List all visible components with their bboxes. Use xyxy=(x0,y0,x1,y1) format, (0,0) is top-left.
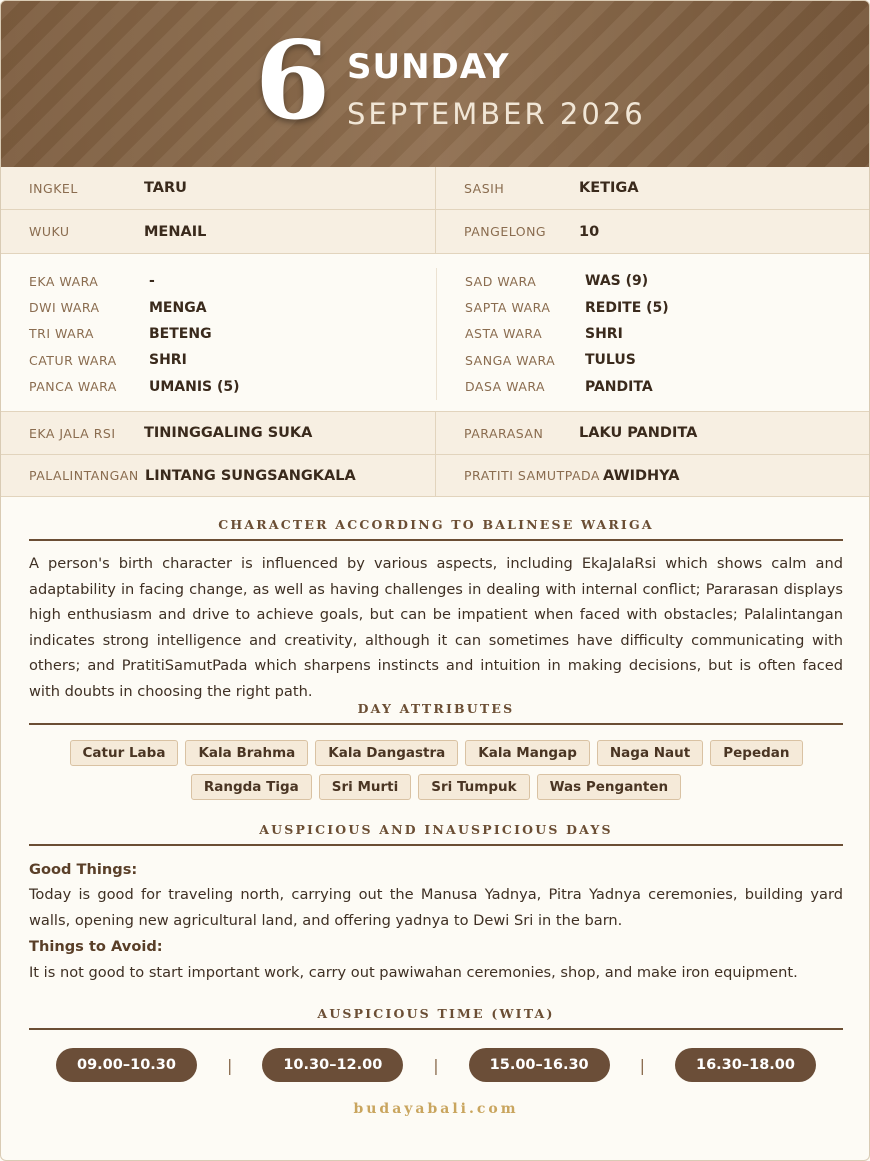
wara-value: SHRI xyxy=(585,325,623,342)
wuku-value: MENAIL xyxy=(144,223,207,240)
ingkel-value: TARU xyxy=(144,180,187,196)
good-heading xyxy=(29,857,843,883)
wara-row xyxy=(437,321,836,347)
wara-row xyxy=(437,374,836,400)
wara-label: ASTA WARA xyxy=(465,326,543,342)
attributes-section-title: DAY ATTRIBUTES xyxy=(29,701,843,725)
palalintangan-label: PALALINTANGAN xyxy=(29,468,139,483)
pararasan-label: PARARASAN xyxy=(464,425,544,441)
wara-label: DASA WARA xyxy=(465,379,546,395)
wuku-label: WUKU xyxy=(29,224,70,239)
eka-jala-rsi-label: EKA JALA RSI xyxy=(29,425,116,441)
time-slots xyxy=(29,1047,843,1083)
wara-row xyxy=(437,294,836,320)
wara-label: DWI WARA xyxy=(29,300,100,316)
wara-row xyxy=(1,374,401,400)
time-section-title: AUSPICIOUS TIME (WITA) xyxy=(29,1006,843,1030)
eka-jala-rsi-cell xyxy=(1,412,436,455)
pangelong-cell xyxy=(436,210,870,254)
wara-row xyxy=(1,321,401,347)
character-section-title: CHARACTER ACCORDING TO BALINESE WARIGA xyxy=(29,517,843,541)
palalintangan-value: LINTANG SUNGSANGKALA xyxy=(145,467,356,484)
wara-value: - xyxy=(149,273,155,290)
attribute-tag: Naga Naut xyxy=(597,740,703,766)
wara-label: CATUR WARA xyxy=(29,352,117,368)
day-number: 6 xyxy=(255,18,331,144)
time-slot-pill: 10.30–12.00 xyxy=(262,1048,403,1082)
time-slot-pill: 09.00–10.30 xyxy=(56,1048,197,1082)
things-to-avoid-text: It is not good to start important work, carry out pawiwahan ceremonies, shop, and make iron equipment. xyxy=(29,964,798,981)
wara-row xyxy=(437,347,836,373)
wara-row xyxy=(1,268,401,294)
wara-value: SHRI xyxy=(149,352,187,369)
eka-jala-rsi-value: TININGGALING SUKA xyxy=(144,425,313,441)
avoid-heading xyxy=(29,934,843,960)
time-slot-pill: 15.00–16.30 xyxy=(469,1048,610,1082)
wara-label: SAD WARA xyxy=(465,273,537,289)
wara-value: WAS (9) xyxy=(585,273,649,290)
pararasan-value: LAKU PANDITA xyxy=(579,425,698,441)
wara-value: REDITE (5) xyxy=(585,299,669,316)
wara-value: MENGA xyxy=(149,299,207,316)
wara-value: BETENG xyxy=(149,325,212,342)
wara-label: TRI WARA xyxy=(29,326,94,342)
site-footer-link[interactable]: budayabali.com xyxy=(353,1101,519,1117)
attribute-tag: Rangda Tiga xyxy=(191,774,312,800)
palalintangan-cell xyxy=(1,455,436,497)
wara-label: EKA WARA xyxy=(29,273,99,289)
good-things-heading: Good Things: xyxy=(29,861,138,878)
things-to-avoid-heading: Things to Avoid: xyxy=(29,938,163,955)
wara-table xyxy=(1,254,870,412)
info-row-wuku-pangelong xyxy=(1,210,870,254)
wara-row xyxy=(1,294,401,320)
pangelong-label: PANGELONG xyxy=(464,224,547,239)
month-year: SEPTEMBER 2026 xyxy=(347,97,646,131)
time-separator: | xyxy=(433,1055,439,1075)
sasih-cell xyxy=(436,167,870,210)
attribute-tag: Kala Dangastra xyxy=(315,740,458,766)
attribute-tags xyxy=(29,740,843,800)
sasih-value: KETIGA xyxy=(579,180,639,196)
pararasan-cell xyxy=(436,412,870,455)
wara-label: SANGA WARA xyxy=(465,352,556,368)
wara-row xyxy=(1,347,401,373)
pangelong-value: 10 xyxy=(579,223,600,240)
attribute-tag: Sri Murti xyxy=(319,774,412,800)
wara-label: SAPTA WARA xyxy=(465,300,551,316)
attribute-tag: Catur Laba xyxy=(70,740,179,766)
wara-value: UMANIS (5) xyxy=(149,378,240,395)
pratiti-samutpada-label: PRATITI SAMUTPADA xyxy=(464,468,600,483)
attribute-tag: Was Penganten xyxy=(537,774,682,800)
time-separator: | xyxy=(639,1055,646,1075)
attribute-tag: Pepedan xyxy=(710,740,802,766)
date-header xyxy=(1,1,870,167)
character-text: A person's birth character is influenced by various aspects, including EkaJalaRsi which shows calm and adaptability in facing change, as well as having challenges in dealing with internal conflict; Pararasan displays high enthusiasm and drive to achieve goals, but can be impatient when faced with obstacles; Palalintangan indicates strong intelligence and creativity, although it can sometimes have difficulty communicating with others; and PratitiSamutPada which sharpens instincts and intuition in making decisions, but is often faced with doubts in choosing the right path. xyxy=(29,555,843,700)
info-row-palalintangan-pratiti xyxy=(1,455,870,497)
wara-row xyxy=(437,268,836,294)
attribute-tag: Sri Tumpuk xyxy=(418,774,529,800)
time-slot-pill: 16.30–18.00 xyxy=(675,1048,816,1082)
time-separator: | xyxy=(226,1055,233,1075)
ingkel-label: INGKEL xyxy=(29,180,78,196)
day-name: SUNDAY xyxy=(347,47,510,87)
wuku-cell xyxy=(1,210,436,254)
info-row-ingkel-sasih xyxy=(1,167,870,210)
pratiti-samutpada-cell xyxy=(436,455,870,497)
wara-value: PANDITA xyxy=(585,378,653,395)
ingkel-cell xyxy=(1,167,436,210)
info-row-ekajalarsi-pararasan xyxy=(1,412,870,455)
days-section-title: AUSPICIOUS AND INAUSPICIOUS DAYS xyxy=(29,822,843,846)
pratiti-samutpada-value: AWIDHYA xyxy=(603,467,680,484)
good-things-text: Today is good for traveling north, carrying out the Manusa Yadnya, Pitra Yadnya ceremonies, building yard walls, opening new agricultural land, and offering yadnya to Dewi Sri in the barn. xyxy=(29,886,843,929)
attribute-tag: Kala Mangap xyxy=(465,740,590,766)
wara-right-column xyxy=(436,268,836,400)
attribute-tag: Kala Brahma xyxy=(185,740,308,766)
wara-label: PANCA WARA xyxy=(29,379,117,395)
wara-value: TULUS xyxy=(585,352,636,369)
wara-left-column xyxy=(1,268,401,400)
sasih-label: SASIH xyxy=(464,180,505,196)
